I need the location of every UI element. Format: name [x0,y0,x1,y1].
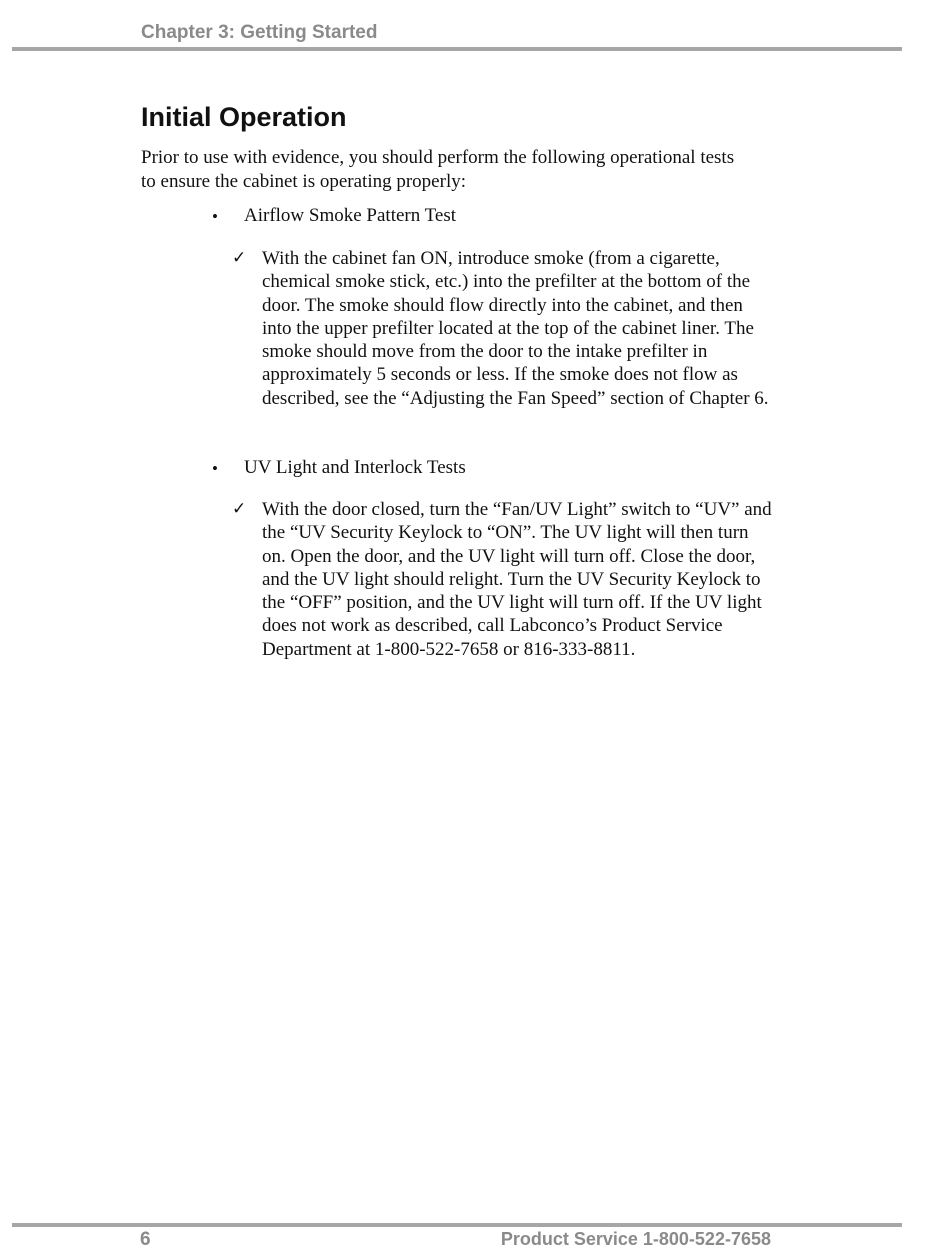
test-label: UV Light and Interlock Tests [244,457,466,478]
intro-paragraph: Prior to use with evidence, you should perform the following operational tests to ensure the cabinet is operating properly: [141,147,735,192]
test-step: With the cabinet fan ON, introduce smoke (from a cigarette, chemical smoke stick, etc.) into the prefilter at the bottom of the door. The smoke should flow directly into the cabinet, and then into the upper prefilter located at the top of the cabinet liner. The smoke should move from the door to the intake prefilter in approximately 5 seconds or less. If the smoke does not flow as described, see the “Adjusting the Fan Speed” section of Chapter 6. [262,248,769,409]
checkmark-icon: ✓ [232,499,247,519]
product-service-phone: Product Service 1-800-522-7658 [500,1229,771,1249]
section-title: Initial Operation [141,102,347,132]
test-step: With the door closed, turn the “Fan/UV Light” switch to “UV” and the “UV Security Keylock to “ON”. The UV light will then turn on. Open the door, and the UV light will turn off. Close the door, and the UV light should relight. Turn the UV Security Keylock to the “OFF” position, and the UV light will turn off. If the UV light does not work as described, call Labconco’s Product Service Department at 1-800-522-7658 or 816-333-8811. [262,499,772,660]
page-number: 6 [140,1229,151,1250]
bullet-icon: • [212,207,218,226]
bullet-icon: • [212,459,218,478]
footer-rule [12,1223,902,1227]
chapter-header: Chapter 3: Getting Started [141,22,378,43]
checkmark-icon: ✓ [232,248,247,268]
test-label: Airflow Smoke Pattern Test [244,205,457,226]
header-rule [12,47,902,51]
